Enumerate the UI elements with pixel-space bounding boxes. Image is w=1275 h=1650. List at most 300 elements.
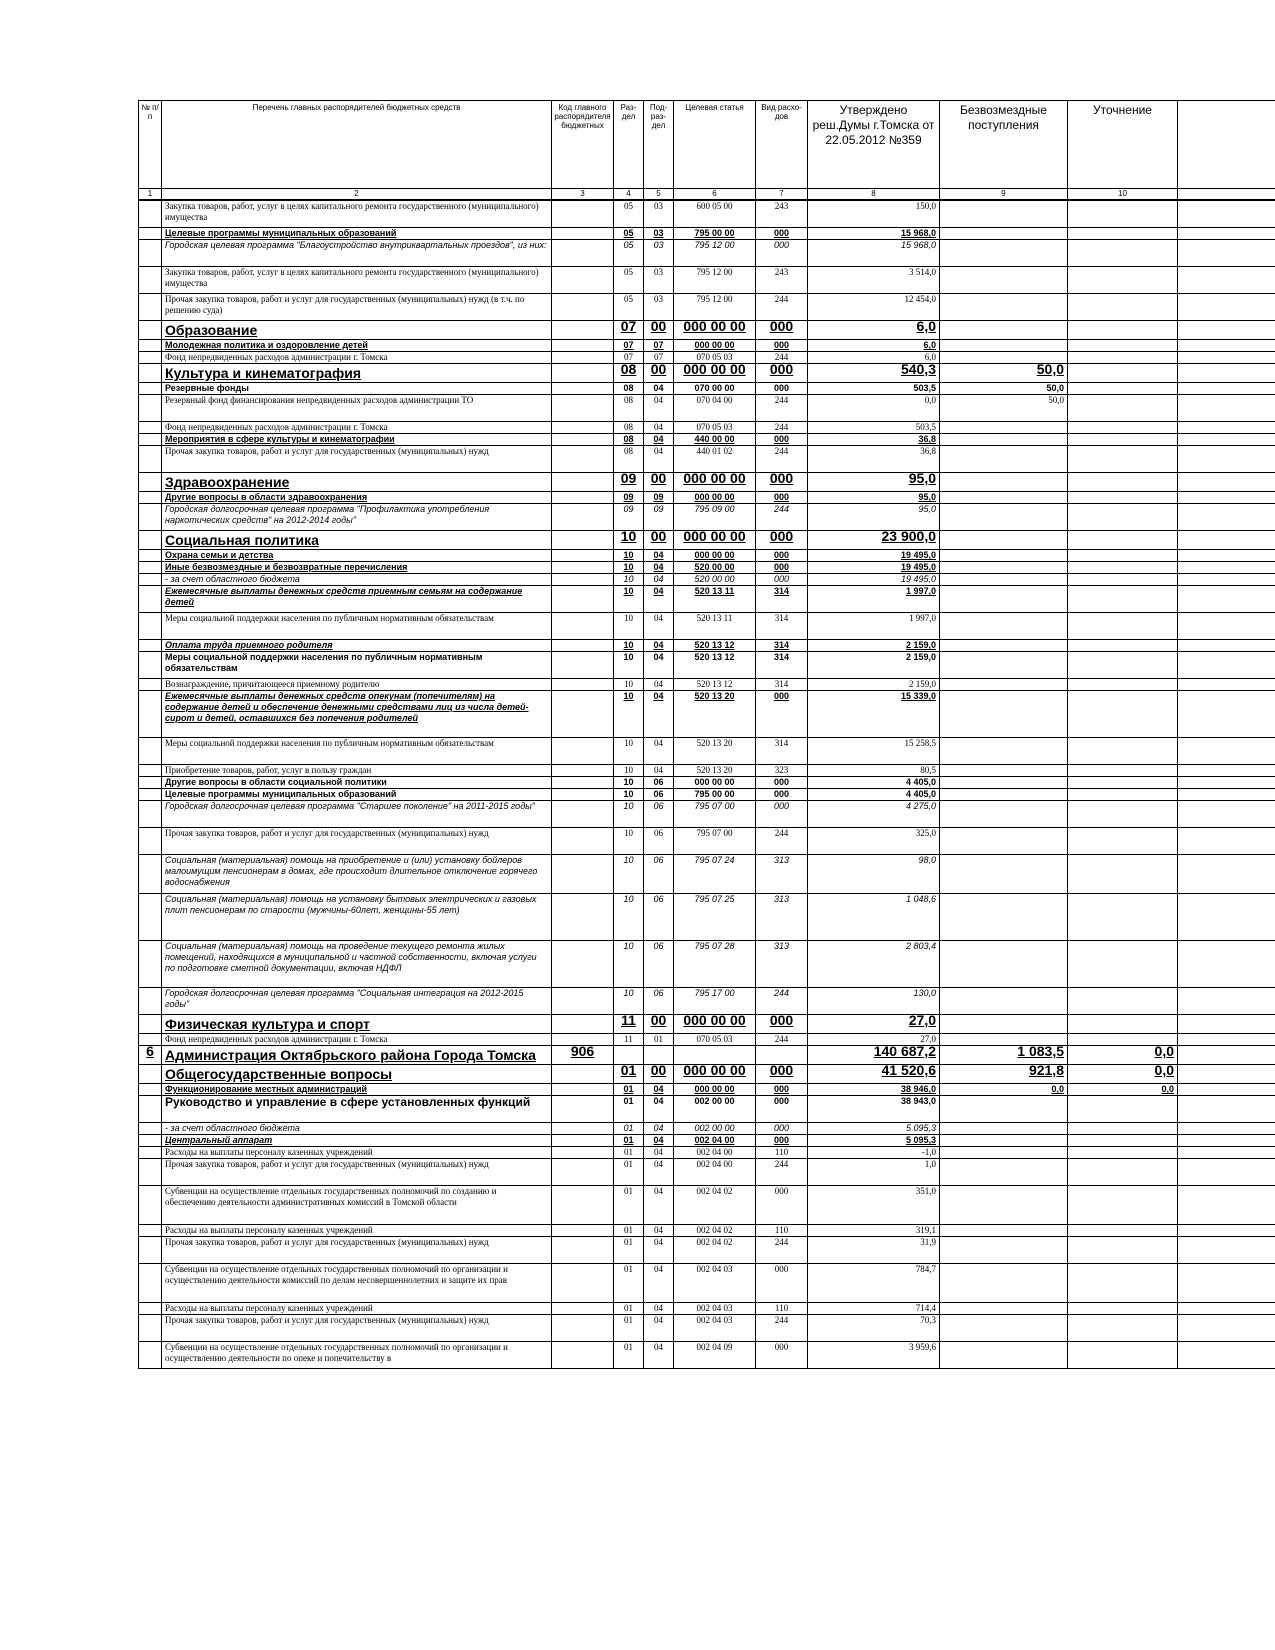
- row-name: Социальная политика: [162, 531, 552, 550]
- col-number: 1: [139, 189, 162, 201]
- row-grants: 50,0: [940, 383, 1068, 395]
- row-subsection: 04: [644, 679, 674, 691]
- row-target: 795 17 00: [674, 988, 756, 1015]
- row-code: [552, 652, 614, 679]
- row-code: [552, 294, 614, 321]
- row-num: [139, 894, 162, 941]
- row-extra: [1178, 640, 1275, 652]
- row-grants: [940, 446, 1068, 473]
- row-target: 520 13 12: [674, 679, 756, 691]
- row-grants: 0,0: [940, 1084, 1068, 1096]
- row-num: [139, 383, 162, 395]
- row-approved: 1 997,0: [808, 586, 940, 613]
- row-subsection: 03: [644, 228, 674, 240]
- row-clarification: [1068, 531, 1178, 550]
- row-exp-type: 243: [756, 267, 808, 294]
- row-grants: [940, 1342, 1068, 1369]
- row-extra: [1178, 1123, 1275, 1135]
- row-section: 01: [614, 1096, 644, 1123]
- row-grants: [940, 828, 1068, 855]
- row-clarification: [1068, 446, 1178, 473]
- row-target: 070 05 03: [674, 1034, 756, 1046]
- row-num: [139, 364, 162, 383]
- header-num: № п/п: [139, 101, 162, 189]
- row-section: 07: [614, 352, 644, 364]
- header-section: Раз-дел: [614, 101, 644, 189]
- row-exp-type: 000: [756, 434, 808, 446]
- row-clarification: [1068, 1186, 1178, 1225]
- row-exp-type: 000: [756, 550, 808, 562]
- row-exp-type: 244: [756, 395, 808, 422]
- row-code: [552, 531, 614, 550]
- row-section: 01: [614, 1342, 644, 1369]
- row-extra: [1178, 267, 1275, 294]
- row-extra: [1178, 434, 1275, 446]
- row-target: 002 00 00: [674, 1096, 756, 1123]
- row-exp-type: 000: [756, 777, 808, 789]
- row-grants: [940, 294, 1068, 321]
- row-grants: [940, 691, 1068, 738]
- row-approved: 1 048,6: [808, 894, 940, 941]
- row-num: [139, 1186, 162, 1225]
- row-clarification: [1068, 422, 1178, 434]
- row-exp-type: 323: [756, 765, 808, 777]
- row-clarification: [1068, 395, 1178, 422]
- row-exp-type: 244: [756, 988, 808, 1015]
- row-grants: [940, 1237, 1068, 1264]
- table-row: [139, 765, 1275, 777]
- row-target: 795 09 00: [674, 504, 756, 531]
- row-subsection: 04: [644, 1303, 674, 1315]
- row-clarification: [1068, 1303, 1178, 1315]
- row-target: 795 12 00: [674, 240, 756, 267]
- row-exp-type: 314: [756, 613, 808, 640]
- col-number: 9: [940, 189, 1068, 201]
- table-row: [139, 988, 1275, 1015]
- row-code: [552, 586, 614, 613]
- row-grants: [940, 777, 1068, 789]
- row-target: 002 00 00: [674, 1123, 756, 1135]
- row-grants: 50,0: [940, 395, 1068, 422]
- row-exp-type: 314: [756, 679, 808, 691]
- row-section: 09: [614, 492, 644, 504]
- row-grants: [940, 640, 1068, 652]
- row-subsection: 06: [644, 777, 674, 789]
- table-row: [139, 738, 1275, 765]
- row-num: [139, 562, 162, 574]
- table-row: [139, 941, 1275, 988]
- row-clarification: [1068, 1264, 1178, 1303]
- row-approved: 351,0: [808, 1186, 940, 1225]
- row-approved: 12 454,0: [808, 294, 940, 321]
- row-num: [139, 765, 162, 777]
- row-code: [552, 422, 614, 434]
- row-extra: [1178, 1237, 1275, 1264]
- row-name: Расходы на выплаты персоналу казенных учреждений: [162, 1147, 552, 1159]
- row-target: 000 00 00: [674, 492, 756, 504]
- row-num: [139, 801, 162, 828]
- row-name: Городская долгосрочная целевая программа "Профилактика употребления наркотических средств" на 2012-2014 годы": [162, 504, 552, 531]
- row-subsection: 06: [644, 828, 674, 855]
- row-section: 05: [614, 240, 644, 267]
- row-grants: [940, 765, 1068, 777]
- row-clarification: [1068, 267, 1178, 294]
- row-exp-type: 000: [756, 1135, 808, 1147]
- row-clarification: 0,0: [1068, 1046, 1178, 1065]
- row-subsection: 04: [644, 1084, 674, 1096]
- header-grants: Безвозмездные поступления: [940, 101, 1068, 189]
- row-code: [552, 738, 614, 765]
- row-num: [139, 586, 162, 613]
- row-subsection: 04: [644, 550, 674, 562]
- row-exp-type: 314: [756, 652, 808, 679]
- row-num: [139, 574, 162, 586]
- row-section: 01: [614, 1303, 644, 1315]
- row-clarification: [1068, 1315, 1178, 1342]
- row-code: [552, 1159, 614, 1186]
- row-extra: [1178, 352, 1275, 364]
- row-name: Молодежная политика и оздоровление детей: [162, 340, 552, 352]
- table-row: [139, 200, 1275, 228]
- row-subsection: 03: [644, 240, 674, 267]
- row-section: 05: [614, 267, 644, 294]
- row-code: [552, 383, 614, 395]
- row-name: Фонд непредвиденных расходов администрации г. Томска: [162, 1034, 552, 1046]
- row-exp-type: 000: [756, 240, 808, 267]
- row-subsection: 04: [644, 1159, 674, 1186]
- row-exp-type: 244: [756, 504, 808, 531]
- col-number: 2: [162, 189, 552, 201]
- row-grants: [940, 504, 1068, 531]
- row-section: 05: [614, 200, 644, 228]
- row-num: [139, 1065, 162, 1084]
- row-code: [552, 574, 614, 586]
- row-code: [552, 1342, 614, 1369]
- table-row: [139, 1147, 1275, 1159]
- row-exp-type: 000: [756, 1065, 808, 1084]
- row-extra: [1178, 550, 1275, 562]
- row-num: [139, 352, 162, 364]
- row-section: 08: [614, 383, 644, 395]
- row-name: Резервные фонды: [162, 383, 552, 395]
- row-name: Прочая закупка товаров, работ и услуг для государственных (муниципальных) нужд: [162, 1237, 552, 1264]
- table-row: [139, 691, 1275, 738]
- row-extra: [1178, 586, 1275, 613]
- row-approved: 19 495,0: [808, 550, 940, 562]
- row-clarification: [1068, 613, 1178, 640]
- row-extra: [1178, 383, 1275, 395]
- row-target: 000 00 00: [674, 777, 756, 789]
- row-section: 08: [614, 422, 644, 434]
- row-num: [139, 679, 162, 691]
- row-clarification: [1068, 855, 1178, 894]
- row-name: Ежемесячные выплаты денежных средств приемным семьям на содержание детей: [162, 586, 552, 613]
- row-code: [552, 1264, 614, 1303]
- row-approved: 1,0: [808, 1159, 940, 1186]
- row-num: [139, 550, 162, 562]
- row-exp-type: 314: [756, 738, 808, 765]
- row-subsection: 04: [644, 738, 674, 765]
- row-code: [552, 777, 614, 789]
- row-extra: [1178, 789, 1275, 801]
- row-name: Другие вопросы в области здравоохранения: [162, 492, 552, 504]
- row-name: Вознаграждение, причитающееся приемному родителю: [162, 679, 552, 691]
- row-target: 795 07 25: [674, 894, 756, 941]
- row-name: Оплата труда приемного родителя: [162, 640, 552, 652]
- row-clarification: [1068, 1342, 1178, 1369]
- row-grants: [940, 679, 1068, 691]
- row-target: 795 07 00: [674, 801, 756, 828]
- row-clarification: [1068, 504, 1178, 531]
- row-exp-type: 000: [756, 1015, 808, 1034]
- table-row: [139, 1342, 1275, 1369]
- row-num: [139, 228, 162, 240]
- row-approved: 19 495,0: [808, 562, 940, 574]
- row-num: [139, 504, 162, 531]
- row-num: [139, 422, 162, 434]
- row-section: 07: [614, 340, 644, 352]
- row-name: Расходы на выплаты персоналу казенных учреждений: [162, 1303, 552, 1315]
- row-grants: [940, 340, 1068, 352]
- row-subsection: 00: [644, 364, 674, 383]
- row-clarification: [1068, 640, 1178, 652]
- row-clarification: [1068, 789, 1178, 801]
- row-grants: [940, 550, 1068, 562]
- row-target: 002 04 03: [674, 1264, 756, 1303]
- row-extra: [1178, 473, 1275, 492]
- row-target: 795 12 00: [674, 294, 756, 321]
- row-grants: [940, 434, 1068, 446]
- row-exp-type: 000: [756, 562, 808, 574]
- row-target: 520 00 00: [674, 562, 756, 574]
- row-clarification: [1068, 679, 1178, 691]
- row-extra: [1178, 531, 1275, 550]
- table-row: [139, 321, 1275, 340]
- table-row: [139, 395, 1275, 422]
- row-approved: 38 946,0: [808, 1084, 940, 1096]
- row-name: Прочая закупка товаров, работ и услуг для государственных (муниципальных) нужд (в т.ч. по решению суда): [162, 294, 552, 321]
- row-grants: [940, 228, 1068, 240]
- row-approved: 130,0: [808, 988, 940, 1015]
- row-num: [139, 1159, 162, 1186]
- table-row: [139, 340, 1275, 352]
- budget-table: [138, 100, 1275, 1369]
- row-section: 10: [614, 988, 644, 1015]
- row-name: Целевые программы муниципальных образований: [162, 228, 552, 240]
- row-code: [552, 434, 614, 446]
- table-row: [139, 640, 1275, 652]
- row-code: [552, 679, 614, 691]
- row-approved: 2 159,0: [808, 640, 940, 652]
- row-code: [552, 352, 614, 364]
- row-section: [614, 1046, 644, 1065]
- row-name: Функционирование местных администраций: [162, 1084, 552, 1096]
- row-num: [139, 777, 162, 789]
- row-approved: 27,0: [808, 1015, 940, 1034]
- row-name: Субвенции на осуществление отдельных государственных полномочий по созданию и обеспечению деятельности административных комиссий в Томской области: [162, 1186, 552, 1225]
- row-code: [552, 828, 614, 855]
- row-clarification: [1068, 941, 1178, 988]
- row-subsection: 06: [644, 941, 674, 988]
- row-subsection: 06: [644, 789, 674, 801]
- row-approved: 325,0: [808, 828, 940, 855]
- row-num: [139, 789, 162, 801]
- row-code: [552, 228, 614, 240]
- row-clarification: [1068, 550, 1178, 562]
- row-code: [552, 801, 614, 828]
- row-num: [139, 531, 162, 550]
- row-num: [139, 828, 162, 855]
- row-code: [552, 1084, 614, 1096]
- row-clarification: [1068, 340, 1178, 352]
- row-num: [139, 988, 162, 1015]
- row-grants: 1 083,5: [940, 1046, 1068, 1065]
- row-num: [139, 1084, 162, 1096]
- row-clarification: [1068, 828, 1178, 855]
- row-extra: [1178, 855, 1275, 894]
- row-approved: 36,8: [808, 446, 940, 473]
- row-grants: [940, 988, 1068, 1015]
- row-clarification: [1068, 738, 1178, 765]
- row-name: Социальная (материальная) помощь на установку бытовых электрических и газовых плит пенсионерам по старости (мужчины-60лет, женщины-55 лет): [162, 894, 552, 941]
- row-code: [552, 988, 614, 1015]
- row-exp-type: 314: [756, 640, 808, 652]
- row-extra: [1178, 340, 1275, 352]
- row-code: [552, 1186, 614, 1225]
- col-number: 3: [552, 189, 614, 201]
- row-num: [139, 738, 162, 765]
- row-approved: 503,5: [808, 383, 940, 395]
- row-extra: [1178, 679, 1275, 691]
- row-clarification: [1068, 1147, 1178, 1159]
- row-name: Субвенции на осуществление отдельных государственных полномочий по организации и осуществлению деятельности комиссий по делам несовершеннолетних и защите их прав: [162, 1264, 552, 1303]
- row-target: 002 04 02: [674, 1225, 756, 1237]
- row-num: [139, 1315, 162, 1342]
- row-approved: 15 968,0: [808, 228, 940, 240]
- row-extra: [1178, 765, 1275, 777]
- row-name: Мероприятия в сфере культуры и кинематографии: [162, 434, 552, 446]
- row-approved: 95,0: [808, 504, 940, 531]
- row-name: Городская долгосрочная целевая программа "Старшее поколение" на 2011-2015 годы": [162, 801, 552, 828]
- row-extra: [1178, 894, 1275, 941]
- row-section: 10: [614, 855, 644, 894]
- table-row: [139, 574, 1275, 586]
- row-num: [139, 492, 162, 504]
- row-code: [552, 1303, 614, 1315]
- row-subsection: 04: [644, 562, 674, 574]
- table-row: [139, 1034, 1275, 1046]
- row-extra: [1178, 1159, 1275, 1186]
- row-name: Физическая культура и спорт: [162, 1015, 552, 1034]
- row-target: 440 01 02: [674, 446, 756, 473]
- row-section: 10: [614, 828, 644, 855]
- table-row: [139, 473, 1275, 492]
- row-grants: 921,8: [940, 1065, 1068, 1084]
- table-row: [139, 1046, 1275, 1065]
- row-extra: [1178, 1065, 1275, 1084]
- row-target: 795 00 00: [674, 228, 756, 240]
- row-grants: [940, 200, 1068, 228]
- row-approved: 27,0: [808, 1034, 940, 1046]
- row-num: [139, 1123, 162, 1135]
- row-code: [552, 1096, 614, 1123]
- row-clarification: [1068, 294, 1178, 321]
- row-extra: [1178, 1225, 1275, 1237]
- row-subsection: 00: [644, 473, 674, 492]
- row-section: 10: [614, 789, 644, 801]
- row-clarification: [1068, 894, 1178, 941]
- row-exp-type: [756, 1046, 808, 1065]
- row-grants: [940, 1147, 1068, 1159]
- row-section: 01: [614, 1135, 644, 1147]
- row-clarification: [1068, 1159, 1178, 1186]
- row-section: 10: [614, 679, 644, 691]
- table-row: [139, 894, 1275, 941]
- row-name: Прочая закупка товаров, работ и услуг для государственных (муниципальных) нужд: [162, 1159, 552, 1186]
- budget-document: [138, 100, 1275, 1650]
- row-name: Фонд непредвиденных расходов администрации г. Томска: [162, 422, 552, 434]
- row-exp-type: 244: [756, 828, 808, 855]
- row-subsection: 04: [644, 1342, 674, 1369]
- row-approved: 2 159,0: [808, 679, 940, 691]
- row-name: Социальная (материальная) помощь на приобретение и (или) установку бойлеров малоимущим пенсионерам в домах, где происходит длительное отключение горячего водоснабжения: [162, 855, 552, 894]
- row-section: 01: [614, 1123, 644, 1135]
- row-code: [552, 613, 614, 640]
- row-approved: 3 514,0: [808, 267, 940, 294]
- row-subsection: 03: [644, 200, 674, 228]
- row-target: 520 13 12: [674, 640, 756, 652]
- table-row: [139, 240, 1275, 267]
- row-subsection: 04: [644, 1264, 674, 1303]
- row-approved: 319,1: [808, 1225, 940, 1237]
- row-exp-type: 244: [756, 294, 808, 321]
- row-clarification: [1068, 383, 1178, 395]
- row-target: 795 12 00: [674, 267, 756, 294]
- table-row: [139, 828, 1275, 855]
- row-code: [552, 1315, 614, 1342]
- row-subsection: 00: [644, 1015, 674, 1034]
- header-code: Код главного распорядителя бюджетных: [552, 101, 614, 189]
- row-exp-type: 000: [756, 1342, 808, 1369]
- header-exp-type: Вид расхо-дов: [756, 101, 808, 189]
- row-section: 01: [614, 1264, 644, 1303]
- row-clarification: [1068, 228, 1178, 240]
- row-target: 000 00 00: [674, 340, 756, 352]
- table-row: [139, 422, 1275, 434]
- row-grants: [940, 1315, 1068, 1342]
- row-extra: [1178, 613, 1275, 640]
- row-extra: [1178, 321, 1275, 340]
- row-extra: [1178, 1135, 1275, 1147]
- row-section: 01: [614, 1159, 644, 1186]
- row-section: 10: [614, 550, 644, 562]
- row-exp-type: 000: [756, 364, 808, 383]
- row-grants: [940, 855, 1068, 894]
- row-clarification: [1068, 352, 1178, 364]
- row-num: [139, 340, 162, 352]
- row-target: 002 04 09: [674, 1342, 756, 1369]
- table-row: [139, 1303, 1275, 1315]
- row-name: Социальная (материальная) помощь на проведение текущего ремонта жилых помещений, находящихся в муниципальной и частной собственности, включая услуги по подготовке сметной документации, включая НДФЛ: [162, 941, 552, 988]
- row-approved: 15 339,0: [808, 691, 940, 738]
- row-exp-type: 000: [756, 1084, 808, 1096]
- row-target: 795 07 28: [674, 941, 756, 988]
- row-grants: [940, 473, 1068, 492]
- row-subsection: 04: [644, 1147, 674, 1159]
- row-code: [552, 1034, 614, 1046]
- row-num: [139, 1147, 162, 1159]
- row-grants: [940, 894, 1068, 941]
